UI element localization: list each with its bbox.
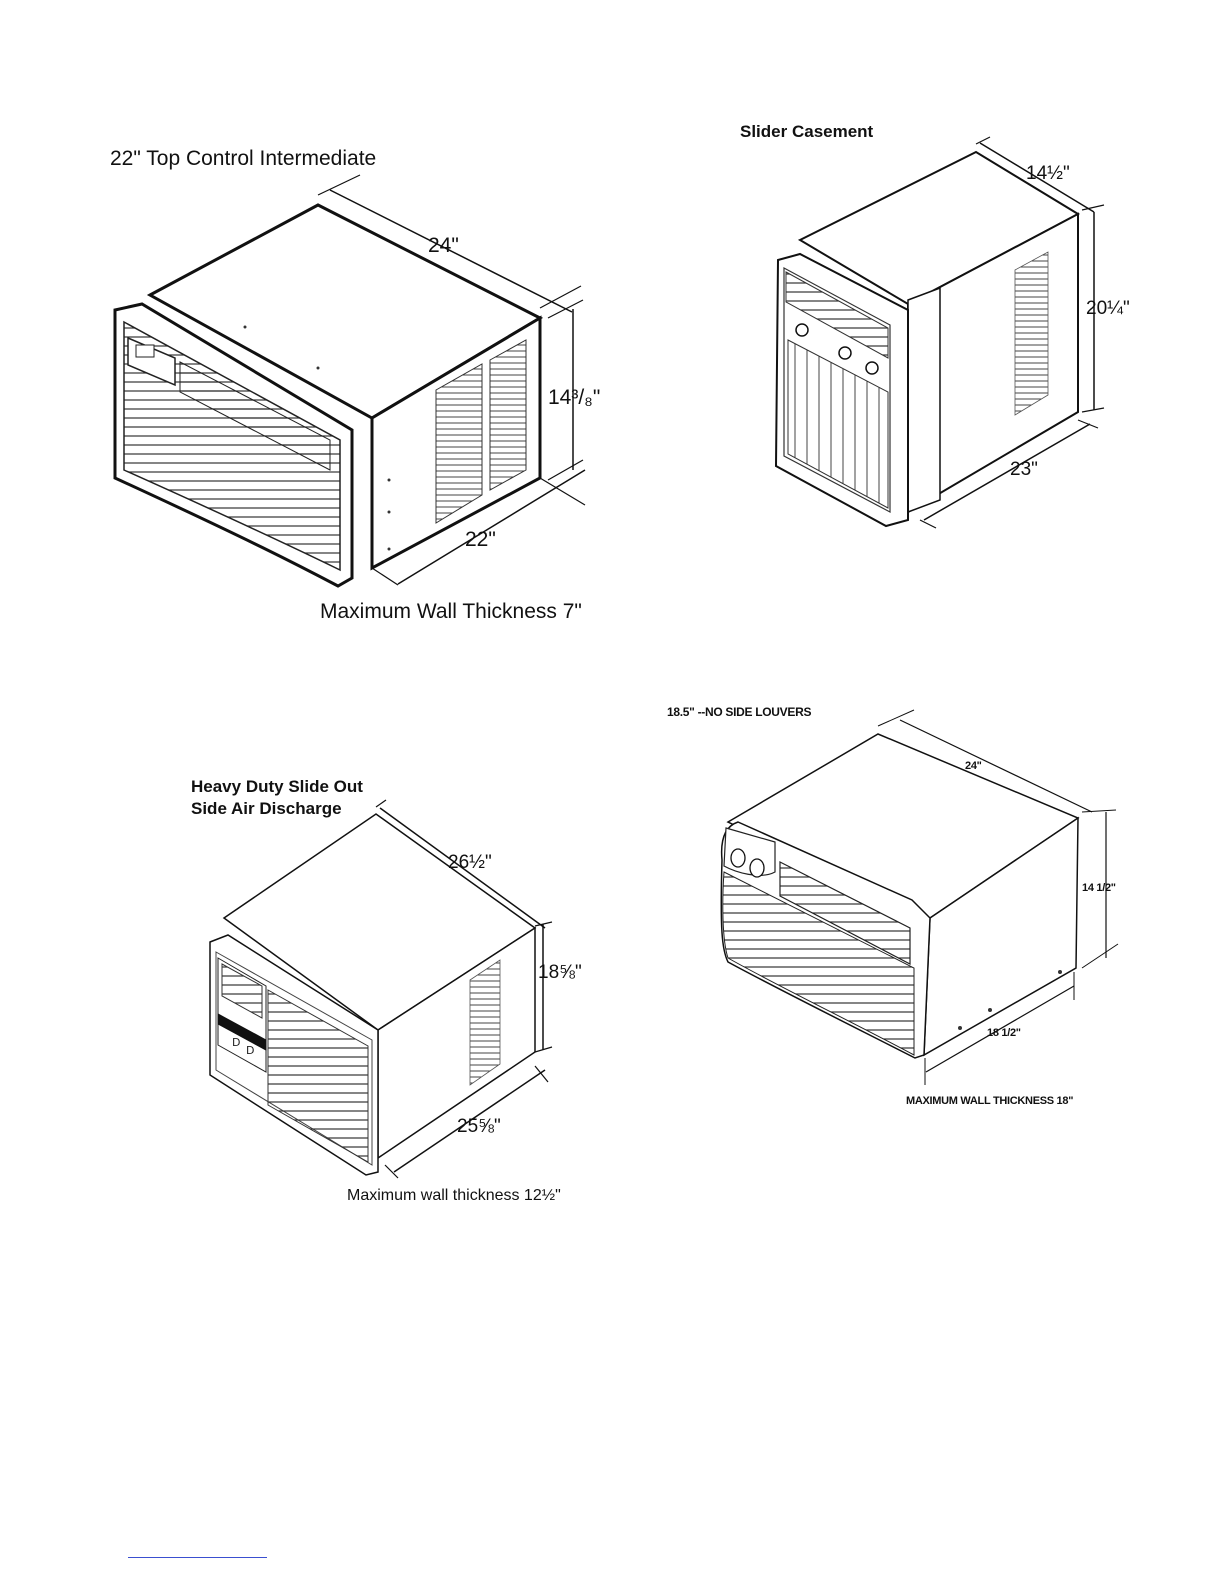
no-side-louvers-height-dimension: 14 1/2" (1082, 882, 1116, 894)
slider-casement-title: Slider Casement (740, 122, 874, 141)
slider-casement-width-dimension: 23" (1010, 459, 1038, 480)
no-side-louvers-drawing (721, 710, 1118, 1085)
top-control-width-dimension: 24" (428, 234, 459, 257)
no-side-louvers-width-dimension: 24" (965, 760, 982, 772)
heavy-duty-depth-dimension: 26½" (448, 852, 492, 873)
svg-text:D: D (246, 1044, 255, 1057)
heavy-duty-width-dimension: 25⅝" (457, 1116, 501, 1137)
no-side-louvers-depth-dimension: 18 1/2" (987, 1027, 1021, 1039)
top-control-depth-dimension: 22" (465, 528, 496, 551)
top-control-wall-thickness-note: Maximum Wall Thickness 7" (320, 600, 582, 623)
top-control-title: 22" Top Control Intermediate (110, 147, 377, 170)
heavy-duty-height-dimension: 18⅝" (538, 962, 582, 983)
heavy-duty-title-line1: Heavy Duty Slide Out (191, 777, 363, 796)
no-side-louvers-wall-thickness-note: MAXIMUM WALL THICKNESS 18" (906, 1095, 1074, 1107)
slider-casement-height-dimension: 20¼" (1086, 298, 1130, 319)
svg-text:D: D (232, 1036, 241, 1049)
top-control-unit-drawing (115, 175, 585, 586)
slider-casement-drawing (776, 137, 1104, 528)
no-side-louvers-title: 18.5" --NO SIDE LOUVERS (667, 705, 812, 719)
footer-rule (128, 1557, 267, 1558)
heavy-duty-title-line2: Side Air Discharge (191, 799, 342, 818)
slider-casement-depth-dimension: 14½" (1026, 163, 1070, 184)
top-control-height-dimension: 14³/₈" (548, 386, 601, 409)
heavy-duty-wall-thickness-note: Maximum wall thickness 12½" (347, 1187, 561, 1204)
